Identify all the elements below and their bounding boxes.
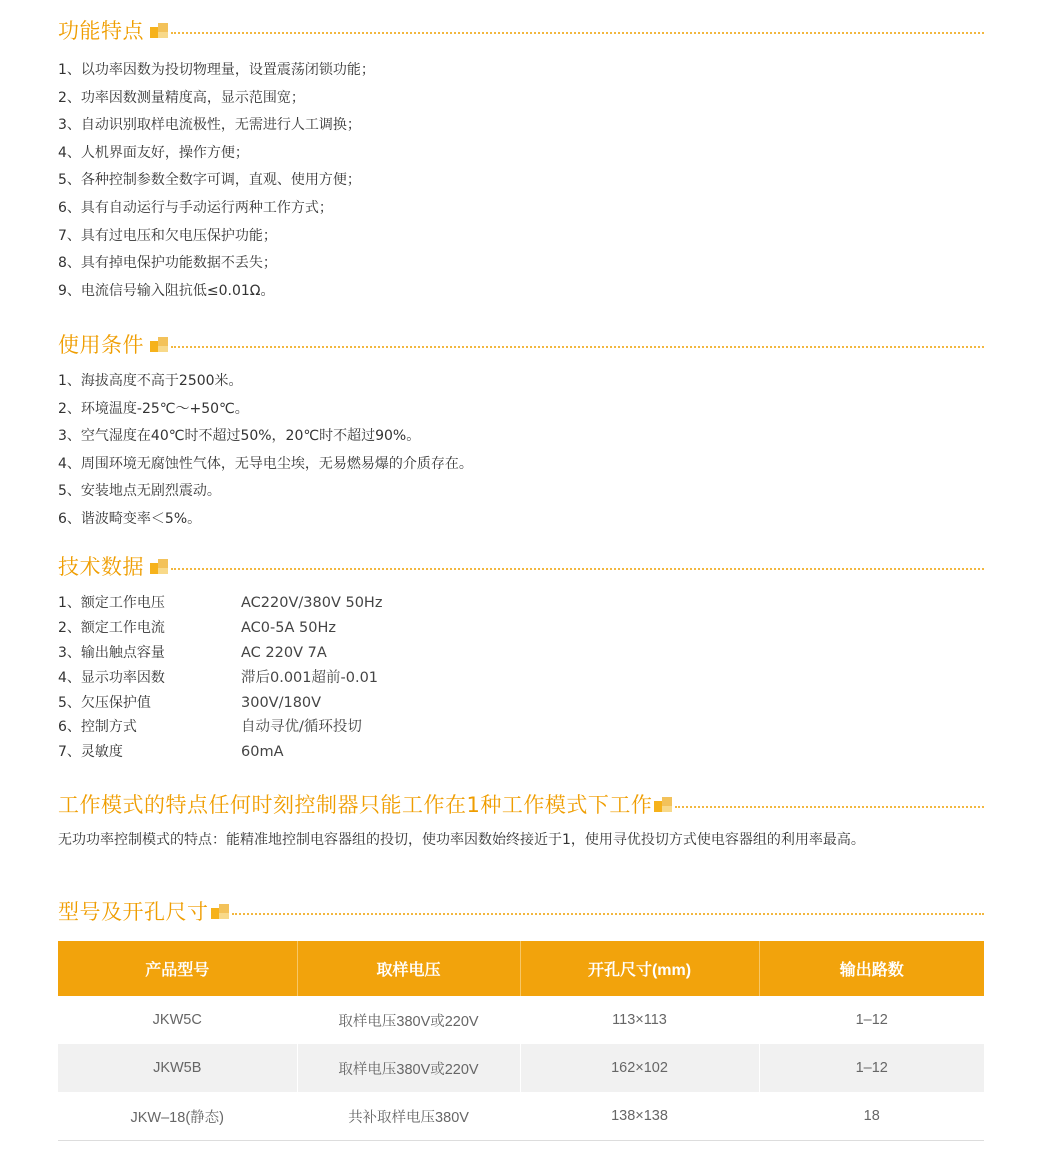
table-row — [58, 1092, 984, 1141]
section-title-tech — [58, 551, 984, 581]
dotted-divider — [171, 568, 984, 570]
list-item: 6、谐波畸变率＜5%。 — [58, 510, 202, 527]
section-title-conditions — [58, 329, 984, 359]
column-header-outputs: 输出路数 — [759, 941, 984, 996]
square-icon — [654, 796, 673, 813]
cell-voltage: 共补取样电压380V — [297, 1092, 520, 1141]
list-item: 2、环境温度-25℃～+50℃。 — [58, 400, 249, 417]
square-icon — [150, 22, 169, 39]
section-heading: 技术数据 — [58, 555, 144, 579]
cell-cutout: 138×138 — [520, 1092, 759, 1141]
section-heading: 工作模式的特点任何时刻控制器只能工作在1种工作模式下工作 — [58, 793, 653, 817]
section-heading: 使用条件 — [58, 333, 144, 357]
section-title-mode — [58, 789, 984, 819]
tech-label: 4、显示功率因数 — [58, 669, 165, 686]
section-heading: 功能特点 — [58, 19, 144, 43]
tech-row — [58, 715, 382, 740]
column-header-voltage: 取样电压 — [297, 941, 520, 996]
tech-row — [58, 641, 382, 666]
tech-label: 3、输出触点容量 — [58, 644, 165, 661]
list-item: 3、自动识别取样电流极性，无需进行人工调换； — [58, 117, 361, 134]
list-item: 5、安装地点无剧烈震动。 — [58, 483, 221, 500]
list-item: 6、具有自动运行与手动运行两种工作方式； — [58, 199, 333, 216]
column-header-model: 产品型号 — [58, 941, 297, 996]
tech-value: 300V/180V — [241, 694, 322, 711]
list-item: 4、周围环境无腐蚀性气体，无导电尘埃，无易燃易爆的介质存在。 — [58, 455, 473, 472]
cell-model: JKW5C — [152, 1012, 202, 1028]
dotted-divider — [675, 806, 984, 808]
tech-label: 7、灵敏度 — [58, 744, 123, 761]
tech-value: AC220V/380V 50Hz — [241, 595, 383, 611]
section-heading: 型号及开孔尺寸 — [58, 900, 209, 924]
square-icon — [150, 558, 169, 575]
tech-data-list — [58, 591, 382, 765]
section-title-features — [58, 15, 984, 45]
tech-row — [58, 691, 382, 716]
list-item: 2、功率因数测量精度高，显示范围宽； — [58, 89, 305, 106]
list-item: 1、以功率因数为投切物理量，设置震荡闭锁功能； — [58, 62, 375, 78]
conditions-list — [58, 368, 473, 534]
list-item: 1、海拔高度不高于2500米。 — [58, 373, 243, 389]
models-table — [58, 941, 984, 1141]
list-item: 5、各种控制参数全数字可调，直观、使用方便； — [58, 172, 361, 189]
features-list — [58, 57, 375, 305]
list-item: 7、具有过电压和欠电压保护功能； — [58, 227, 277, 244]
tech-label: 5、欠压保护值 — [58, 694, 151, 711]
table-header-row — [58, 941, 984, 996]
tech-row — [58, 666, 382, 691]
tech-row — [58, 591, 382, 616]
cell-cutout: 162×102 — [520, 1044, 759, 1092]
square-icon — [211, 903, 230, 920]
tech-row — [58, 740, 382, 765]
dotted-divider — [171, 346, 984, 348]
dotted-divider — [232, 913, 985, 915]
tech-label: 1、额定工作电压 — [58, 595, 165, 611]
cell-voltage: 取样电压380V或220V — [297, 1044, 520, 1092]
cell-outputs: 1–12 — [759, 1044, 984, 1092]
tech-value: 滞后0.001超前-0.01 — [241, 669, 379, 686]
square-icon — [150, 336, 169, 353]
section-title-models — [58, 896, 984, 926]
cell-outputs: 1–12 — [759, 996, 984, 1044]
cell-model: JKW5B — [58, 1044, 297, 1092]
cell-voltage: 取样电压380V或220V — [297, 996, 520, 1044]
list-item: 9、电流信号输入阻抗低≤0.01Ω。 — [58, 282, 275, 299]
table-row — [58, 1044, 984, 1092]
cell-outputs: 18 — [759, 1092, 984, 1141]
list-item: 4、人机界面友好，操作方便； — [58, 144, 249, 161]
tech-value: 60mA — [241, 744, 284, 761]
list-item: 8、具有掉电保护功能数据不丢失； — [58, 255, 277, 272]
mode-description: 无功功率控制模式的特点：能精准地控制电容器组的投切，使功率因数始终接近于1，使用寻优投切方式使电容器组的利用率最高。 — [58, 832, 865, 848]
tech-label: 2、额定工作电流 — [58, 619, 165, 636]
tech-value: AC0-5A 50Hz — [241, 619, 336, 636]
tech-value: 自动寻优/循环投切 — [241, 719, 362, 736]
tech-label: 6、控制方式 — [58, 719, 137, 736]
tech-value: AC 220V 7A — [241, 644, 327, 661]
cell-cutout: 113×113 — [520, 996, 759, 1044]
dotted-divider — [171, 32, 984, 34]
column-header-cutout: 开孔尺寸(mm) — [520, 941, 759, 996]
list-item: 3、空气湿度在40℃时不超过50%，20℃时不超过90%。 — [58, 428, 421, 445]
tech-row — [58, 616, 382, 641]
cell-model: JKW–18(静态) — [58, 1092, 297, 1141]
table-row — [58, 996, 984, 1044]
